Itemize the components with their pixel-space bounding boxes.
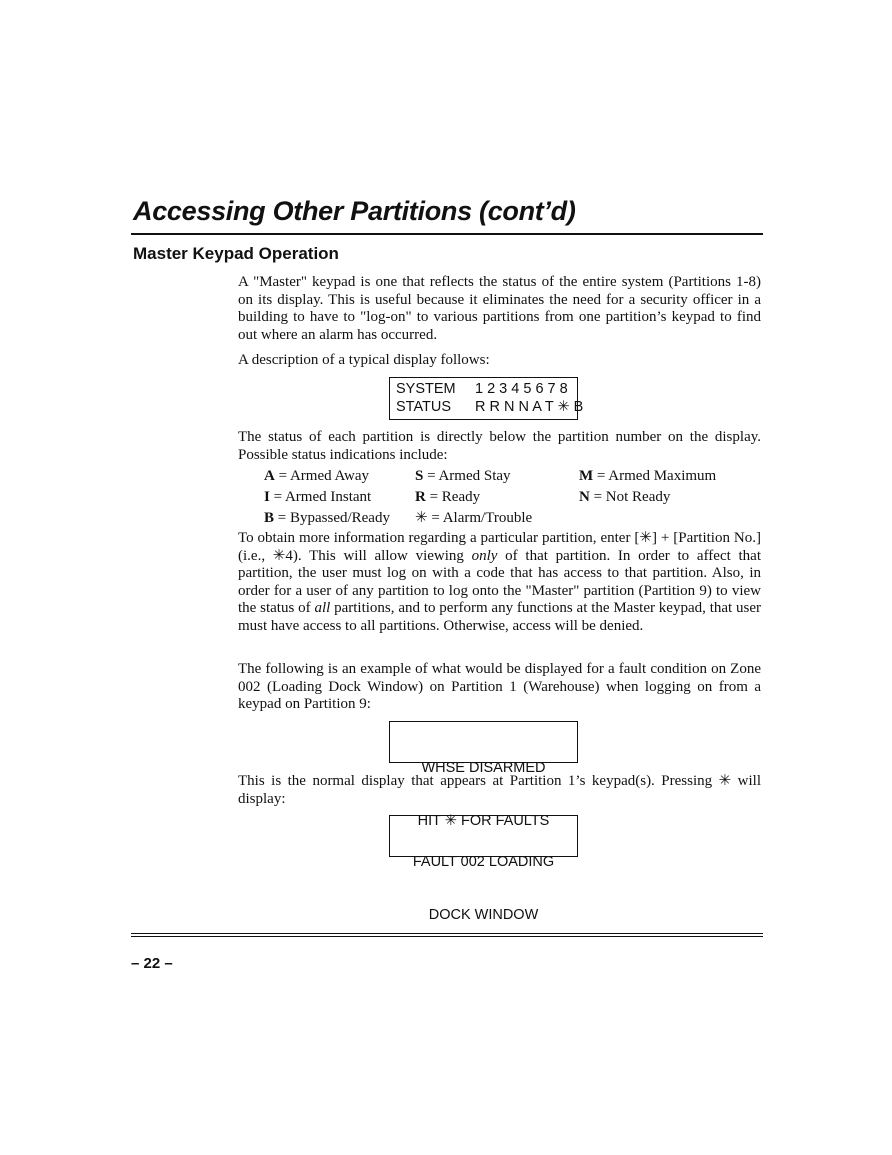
legend-armed-away: A = Armed Away: [264, 468, 369, 484]
display-status-label: STATUS: [396, 399, 452, 415]
section-heading: Master Keypad Operation: [133, 244, 339, 263]
display-intro-paragraph: A description of a typical display follows:: [238, 352, 490, 368]
legend-armed-instant: I = Armed Instant: [264, 489, 372, 505]
status-paragraph: The status of each partition is directly below the partition number on the display. Possible status indications include:: [238, 429, 761, 463]
page-title: Accessing Other Partitions (cont’d): [133, 196, 576, 226]
more-info-paragraph: To obtain more information regarding a particular partition, enter [✳] + [Partition No.] (i.e., ✳4). This will allow viewing only of that partition. In order to affect that partition, the user must log on with a code that has access to that partition. Also, in order for a user of any partition to log onto the "Master" partition (Partition 9) to view the status of all partitions, and to perform any functions at the Master keypad, that user must have access to all partitions. Otherwise, access will be denied.: [238, 530, 761, 634]
legend-armed-stay: S = Armed Stay: [415, 468, 511, 484]
intro-paragraph: A "Master" keypad is one that reflects the status of the entire system (Partitions 1-8) on its display. This is useful because it eliminates the need for a security officer in a building to have to "log-on" to various partitions from one partition’s keypad to find out where an alarm has occurred.: [238, 274, 761, 343]
display-system-label: SYSTEM: [396, 381, 456, 397]
legend-bypassed-ready: B = Bypassed/Ready: [264, 510, 390, 526]
display-line-1: FAULT 002 LOADING: [412, 854, 555, 870]
display-status-values: R R N N A T ✳ B: [475, 399, 584, 415]
display-partition-numbers: 1 2 3 4 5 6 7 8: [475, 381, 568, 397]
legend-alarm-trouble: ✳ = Alarm/Trouble: [415, 510, 533, 526]
footer-divider: [131, 933, 763, 937]
page-number: – 22 –: [131, 955, 173, 972]
display-line-2: HIT ✳ FOR FAULTS: [417, 812, 550, 829]
display-line-2: DOCK WINDOW: [428, 906, 539, 923]
display-line-1: WHSE DISARMED: [421, 760, 546, 776]
normal-display-paragraph: This is the normal display that appears at Partition 1’s keypad(s). Pressing ✳ will display:: [238, 773, 761, 807]
fault-hint-display: [389, 721, 578, 829]
system-status-display: [389, 377, 584, 420]
legend-not-ready: N = Not Ready: [579, 489, 671, 505]
legend-ready: R = Ready: [415, 489, 481, 505]
fault-detail-display: [389, 812, 578, 923]
title-divider: [131, 233, 763, 235]
fault-example-paragraph: The following is an example of what would be displayed for a fault condition on Zone 002 (Loading Dock Window) on Partition 1 (Warehouse) when logging on from a keypad on Partition 9:: [238, 661, 761, 712]
legend-armed-maximum: M = Armed Maximum: [579, 468, 717, 484]
